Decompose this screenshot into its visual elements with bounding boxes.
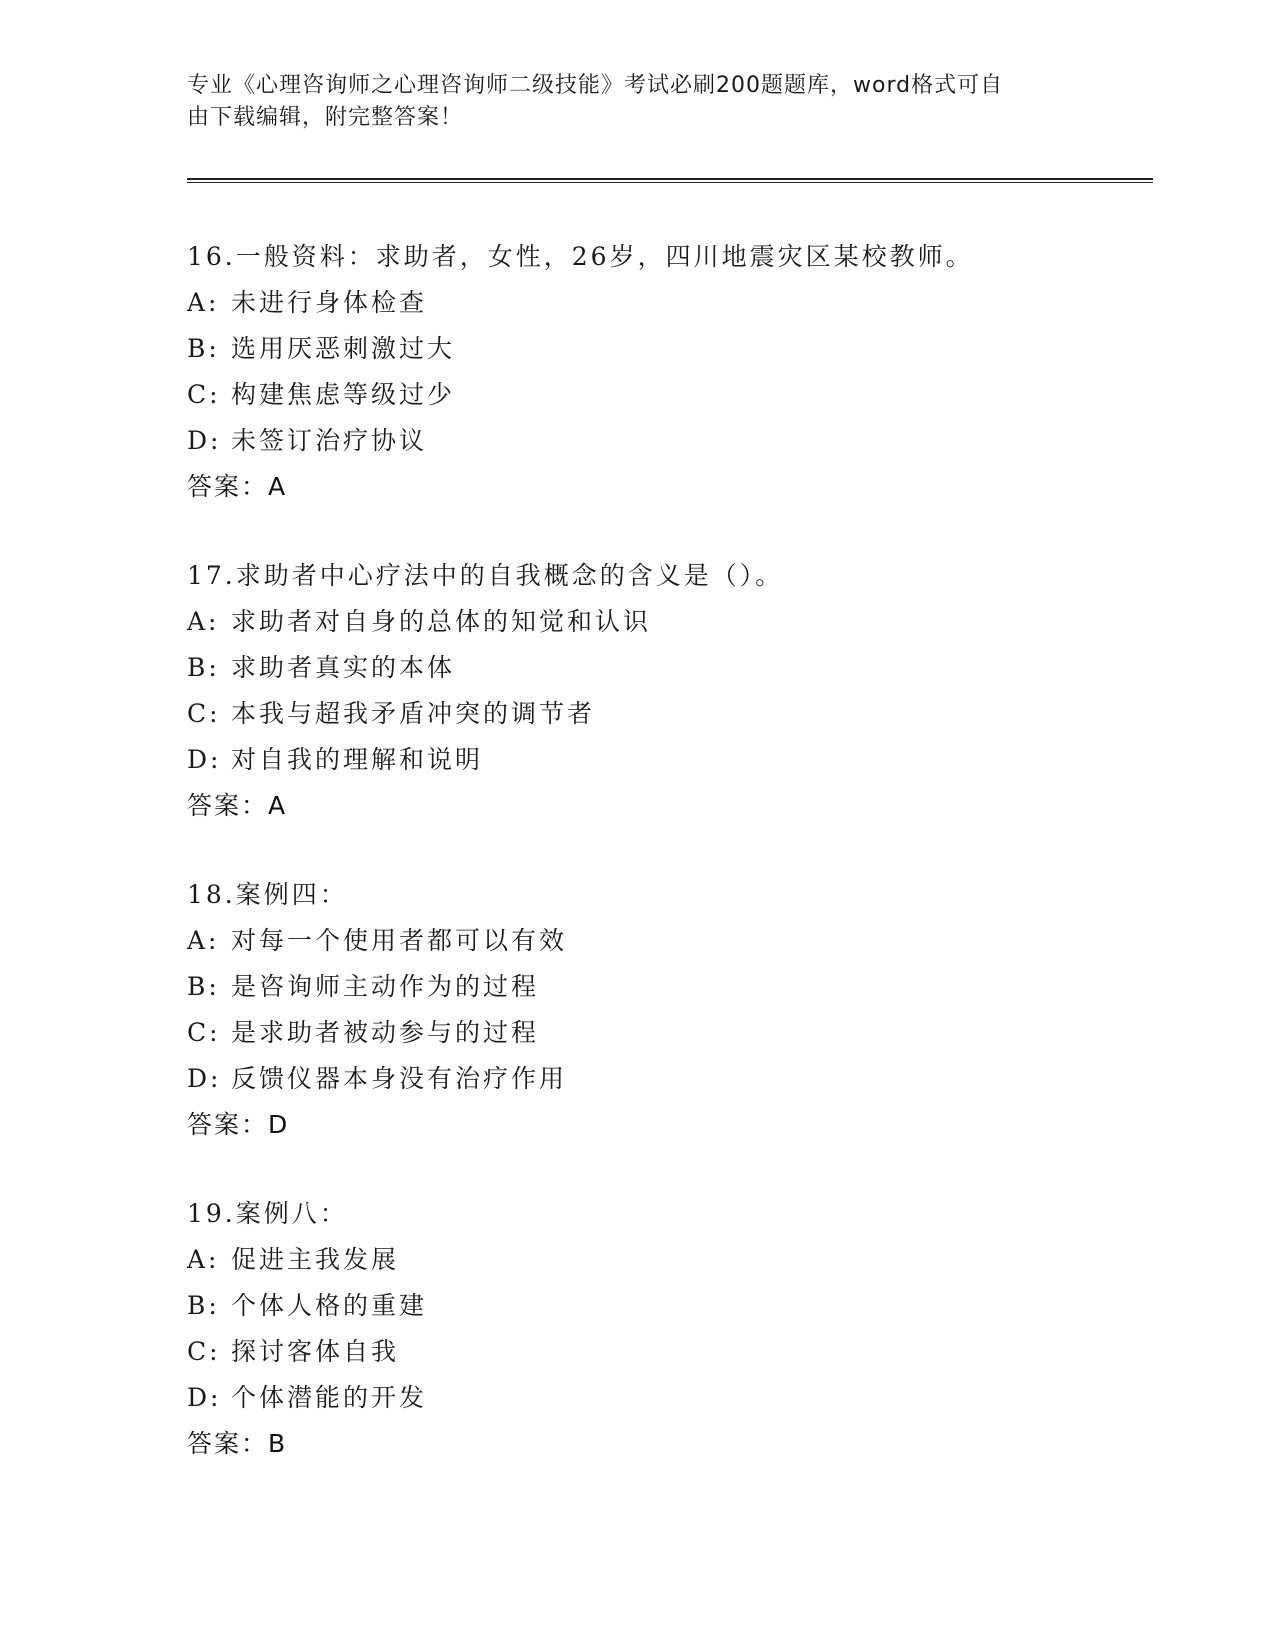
option-label: A:: [187, 607, 220, 636]
option-text: 本我与超我矛盾冲突的调节者: [231, 699, 596, 728]
option-text: 个体潜能的开发: [231, 1383, 428, 1412]
option-d: [187, 418, 1087, 464]
question-block: [187, 234, 1087, 510]
option-a: [187, 918, 1087, 964]
answer-line: 答案：A: [187, 472, 288, 501]
question-stem: 16.一般资料：求助者，女性，26岁，四川地震灾区某校教师。: [187, 242, 974, 271]
option-c: [187, 1329, 1087, 1375]
option-label: C:: [187, 699, 221, 728]
answer-line: 答案：B: [187, 1429, 288, 1458]
option-text: 个体人格的重建: [231, 1291, 428, 1320]
option-c: [187, 691, 1087, 737]
header-line-2: 由下载编辑，附完整答案！: [187, 105, 464, 130]
option-label: A:: [187, 288, 220, 317]
question-stem: 18.案例四：: [187, 880, 348, 909]
option-c: [187, 1010, 1087, 1056]
option-d: [187, 1375, 1087, 1421]
document-header: [187, 70, 1067, 134]
question-stem: 17.求助者中心疗法中的自我概念的含义是（）。: [187, 561, 784, 590]
option-label: B:: [187, 1291, 220, 1320]
question-block: [187, 553, 1087, 829]
option-text: 是咨询师主动作为的过程: [231, 972, 540, 1001]
option-text: 对每一个使用者都可以有效: [231, 926, 568, 955]
answer-line: 答案：A: [187, 791, 288, 820]
header-divider-thick: [187, 178, 1153, 180]
option-a: [187, 599, 1087, 645]
option-label: D:: [187, 1383, 222, 1412]
option-label: A:: [187, 926, 220, 955]
option-text: 未进行身体检查: [231, 288, 428, 317]
option-b: [187, 1283, 1087, 1329]
option-label: C:: [187, 1018, 221, 1047]
option-text: 构建焦虑等级过少: [231, 380, 456, 409]
question-block: [187, 872, 1087, 1148]
header-divider-thin: [187, 182, 1153, 183]
option-text: 求助者对自身的总体的知觉和认识: [231, 607, 652, 636]
option-label: A:: [187, 1245, 220, 1274]
option-text: 求助者真实的本体: [231, 653, 456, 682]
option-text: 反馈仪器本身没有治疗作用: [231, 1064, 568, 1093]
option-label: D:: [187, 426, 222, 455]
question-stem: 19.案例八：: [187, 1199, 348, 1228]
option-d: [187, 1056, 1087, 1102]
answer-line: 答案：D: [187, 1110, 290, 1139]
option-d: [187, 737, 1087, 783]
option-label: B:: [187, 972, 220, 1001]
option-label: B:: [187, 334, 220, 363]
option-a: [187, 1237, 1087, 1283]
option-text: 选用厌恶刺激过大: [231, 334, 456, 363]
option-text: 未签订治疗协议: [231, 426, 428, 455]
option-text: 促进主我发展: [231, 1245, 400, 1274]
option-b: [187, 964, 1087, 1010]
option-text: 是求助者被动参与的过程: [231, 1018, 540, 1047]
option-label: C:: [187, 380, 221, 409]
option-label: C:: [187, 1337, 221, 1366]
option-c: [187, 372, 1087, 418]
option-label: D:: [187, 745, 222, 774]
option-text: 探讨客体自我: [231, 1337, 400, 1366]
option-label: D:: [187, 1064, 222, 1093]
option-a: [187, 280, 1087, 326]
option-text: 对自我的理解和说明: [231, 745, 484, 774]
option-label: B:: [187, 653, 220, 682]
question-block: [187, 1191, 1087, 1467]
header-line-1: 专业《心理咨询师之心理咨询师二级技能》考试必刷200题题库，word格式可自: [187, 73, 1004, 98]
option-b: [187, 326, 1087, 372]
option-b: [187, 645, 1087, 691]
